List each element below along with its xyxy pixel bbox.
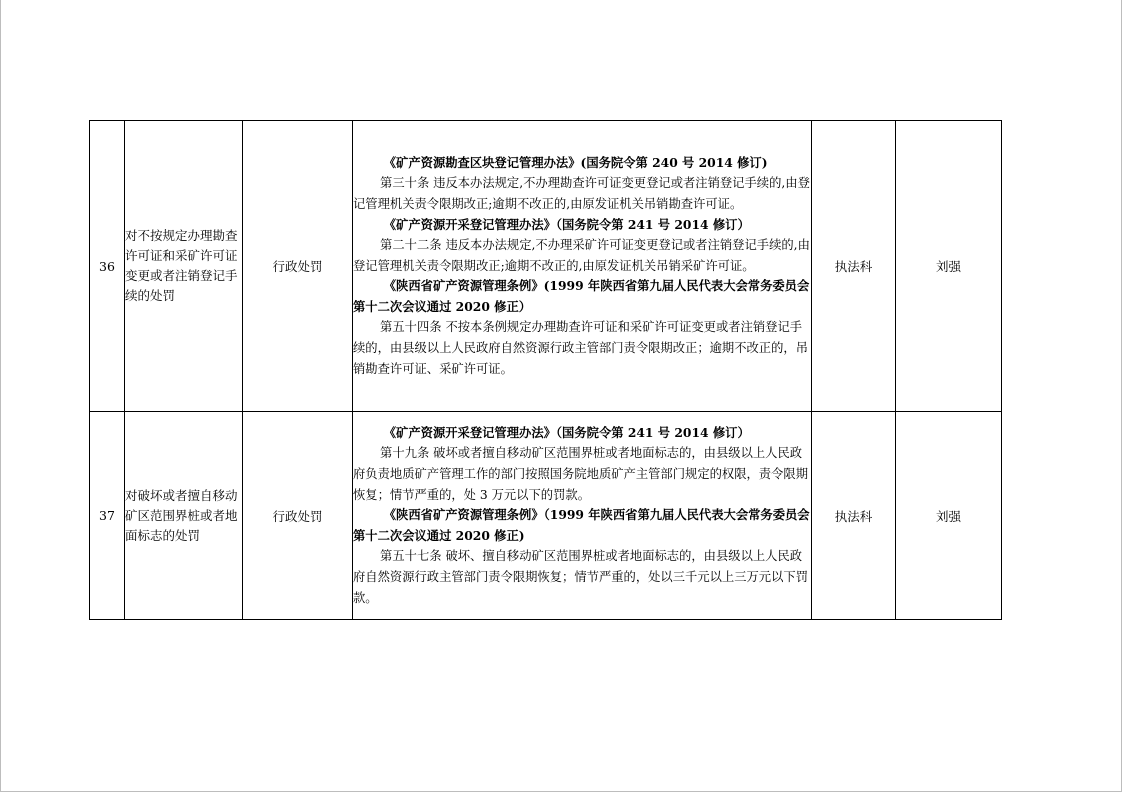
law-title: 《矿产资源勘查区块登记管理办法》(国务院令第 240 号 2014 修订) bbox=[383, 154, 768, 170]
legal-basis-cell bbox=[353, 412, 812, 620]
penalty-item-cell bbox=[125, 121, 243, 412]
responsible-person: 刘强 bbox=[896, 121, 1002, 412]
row-number: 37 bbox=[90, 412, 125, 620]
law-title: 《陕西省矿产资源管理条例》(1999 年陕西省第九届人民代表大会常务委员会第十二次会议通过 2020 修正） bbox=[353, 278, 810, 314]
penalty-item-text: 对不按规定办理勘查许可证和采矿许可证变更或者注销登记手续的处罚 bbox=[125, 228, 238, 303]
responsible-person: 刘强 bbox=[896, 412, 1002, 620]
responsible-department: 执法科 bbox=[812, 121, 896, 412]
law-title: 《矿产资源开采登记管理办法》（国务院令第 241 号 2014 修订） bbox=[383, 216, 750, 232]
law-title: 《矿产资源开采登记管理办法》（国务院令第 241 号 2014 修订） bbox=[383, 424, 750, 440]
table-row bbox=[90, 121, 1002, 412]
table-row bbox=[90, 412, 1002, 620]
legal-basis-cell bbox=[353, 121, 812, 412]
penalty-type: 行政处罚 bbox=[243, 412, 353, 620]
law-clause: 第三十条 违反本办法规定,不办理勘查许可证变更登记或者注销登记手续的,由登记管理机关责令限期改正;逾期不改正的,由原发证机关吊销勘查许可证。 bbox=[353, 176, 810, 211]
penalty-item-text: 对破坏或者擅自移动矿区范围界桩或者地面标志的处罚 bbox=[125, 487, 238, 543]
law-clause: 第五十四条 不按本条例规定办理勘查许可证和采矿许可证变更或者注销登记手续的，由县级以上人民政府自然资源行政主管部门责令限期改正；逾期不改正的，吊销勘查许可证、采矿许可证。 bbox=[353, 320, 808, 376]
law-title: 《陕西省矿产资源管理条例》（1999 年陕西省第九届人民代表大会常务委员会第十二次会议通过 2020 修正) bbox=[353, 507, 810, 543]
penalty-table bbox=[89, 120, 1002, 620]
penalty-type: 行政处罚 bbox=[243, 121, 353, 412]
law-clause: 第二十二条 违反本办法规定,不办理采矿许可证变更登记或者注销登记手续的,由登记管理机关责令限期改正;逾期不改正的,由原发证机关吊销采矿许可证。 bbox=[353, 238, 810, 273]
law-clause: 第五十七条 破坏、擅自移动矿区范围界桩或者地面标志的，由县级以上人民政府自然资源行政主管部门责令限期恢复；情节严重的，处以三千元以上三万元以下罚款。 bbox=[353, 549, 808, 605]
responsible-department: 执法科 bbox=[812, 412, 896, 620]
row-number: 36 bbox=[90, 121, 125, 412]
law-clause: 第十九条 破坏或者擅自移动矿区范围界桩或者地面标志的，由县级以上人民政府负责地质矿产管理工作的部门按照国务院地质矿产主管部门规定的权限，责令限期恢复；情节严重的，处 3 万元以下的罚款。 bbox=[353, 446, 808, 502]
penalty-item-cell bbox=[125, 412, 243, 620]
